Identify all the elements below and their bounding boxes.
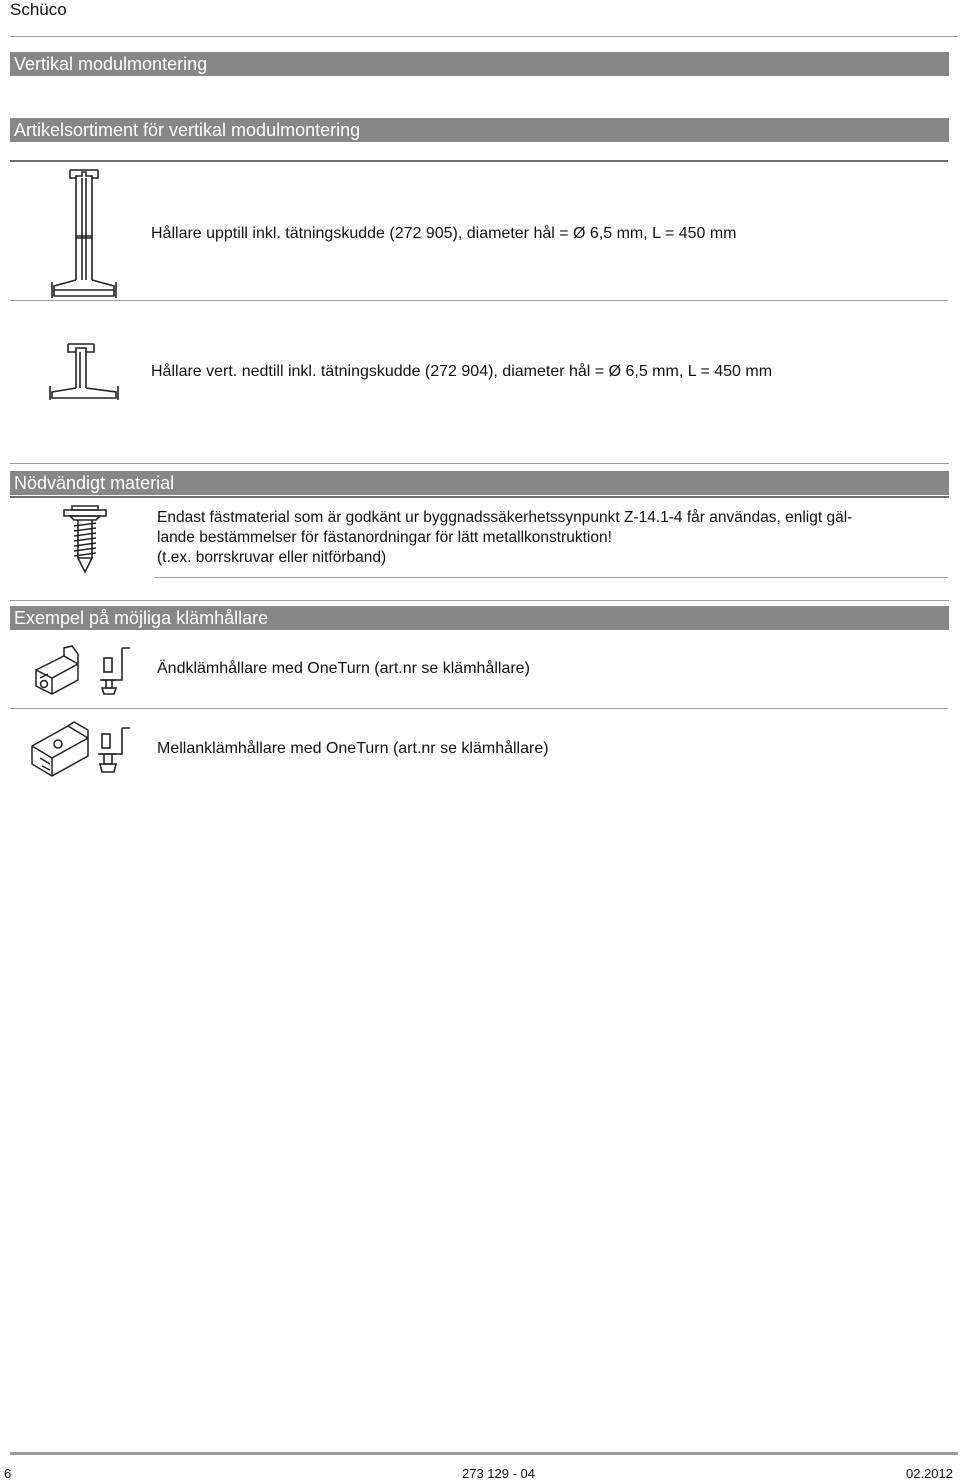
clamp-item-end: Ändklämhållare med OneTurn (art.nr se klämhållare) [157,660,530,677]
self-drilling-screw-icon [60,504,110,574]
assortment-item-lower-holder: Hållare vert. nedtill inkl. tätningskudde (272 904), diameter hål = Ø 6,5 mm, L = 450 mm [151,363,773,380]
material-line: lande bestämmelser för fästanordningar för lätt metallkonstruktion! [157,529,612,546]
section-title-assortment: Artikelsortiment för vertikal modulmontering [10,118,949,142]
section-title-material: Nödvändigt material [10,471,949,495]
section-title-main: Vertikal modulmontering [10,52,949,76]
brand-name: Schüco [10,0,67,19]
end-clamp-icon [30,644,134,700]
middle-clamp-icon [28,718,136,782]
page-number: 6 [4,1466,12,1481]
material-notice [157,508,927,568]
material-line: Endast fästmaterial som är godkänt ur byggnadssäkerhetssynpunkt Z-14.1-4 får användas, enligt gäl- [157,509,853,526]
clamp-divider [10,708,948,709]
document-date: 02.2012 [906,1466,953,1481]
item-divider [10,300,948,301]
assortment-divider [10,160,948,162]
clamp-item-middle: Mellanklämhållare med OneTurn (art.nr se klämhållare) [157,740,549,757]
upper-holder-profile-icon [48,166,120,300]
material-line: (t.ex. borrskruvar eller nitförband) [157,549,387,566]
material-top-divider [10,463,949,464]
section-title-clamps: Exempel på möjliga klämhållare [10,606,949,630]
assortment-item-upper-holder: Hållare upptill inkl. tätningskudde (272 905), diameter hål = Ø 6,5 mm, L = 450 mm [151,225,737,242]
document-number: 273 129 - 04 [462,1466,536,1481]
clamps-top-divider [10,600,949,601]
lower-holder-profile-icon [46,340,122,402]
material-divider [10,496,949,498]
header-divider [10,36,958,37]
material-bottom-divider [154,577,948,578]
footer-divider [10,1452,958,1455]
